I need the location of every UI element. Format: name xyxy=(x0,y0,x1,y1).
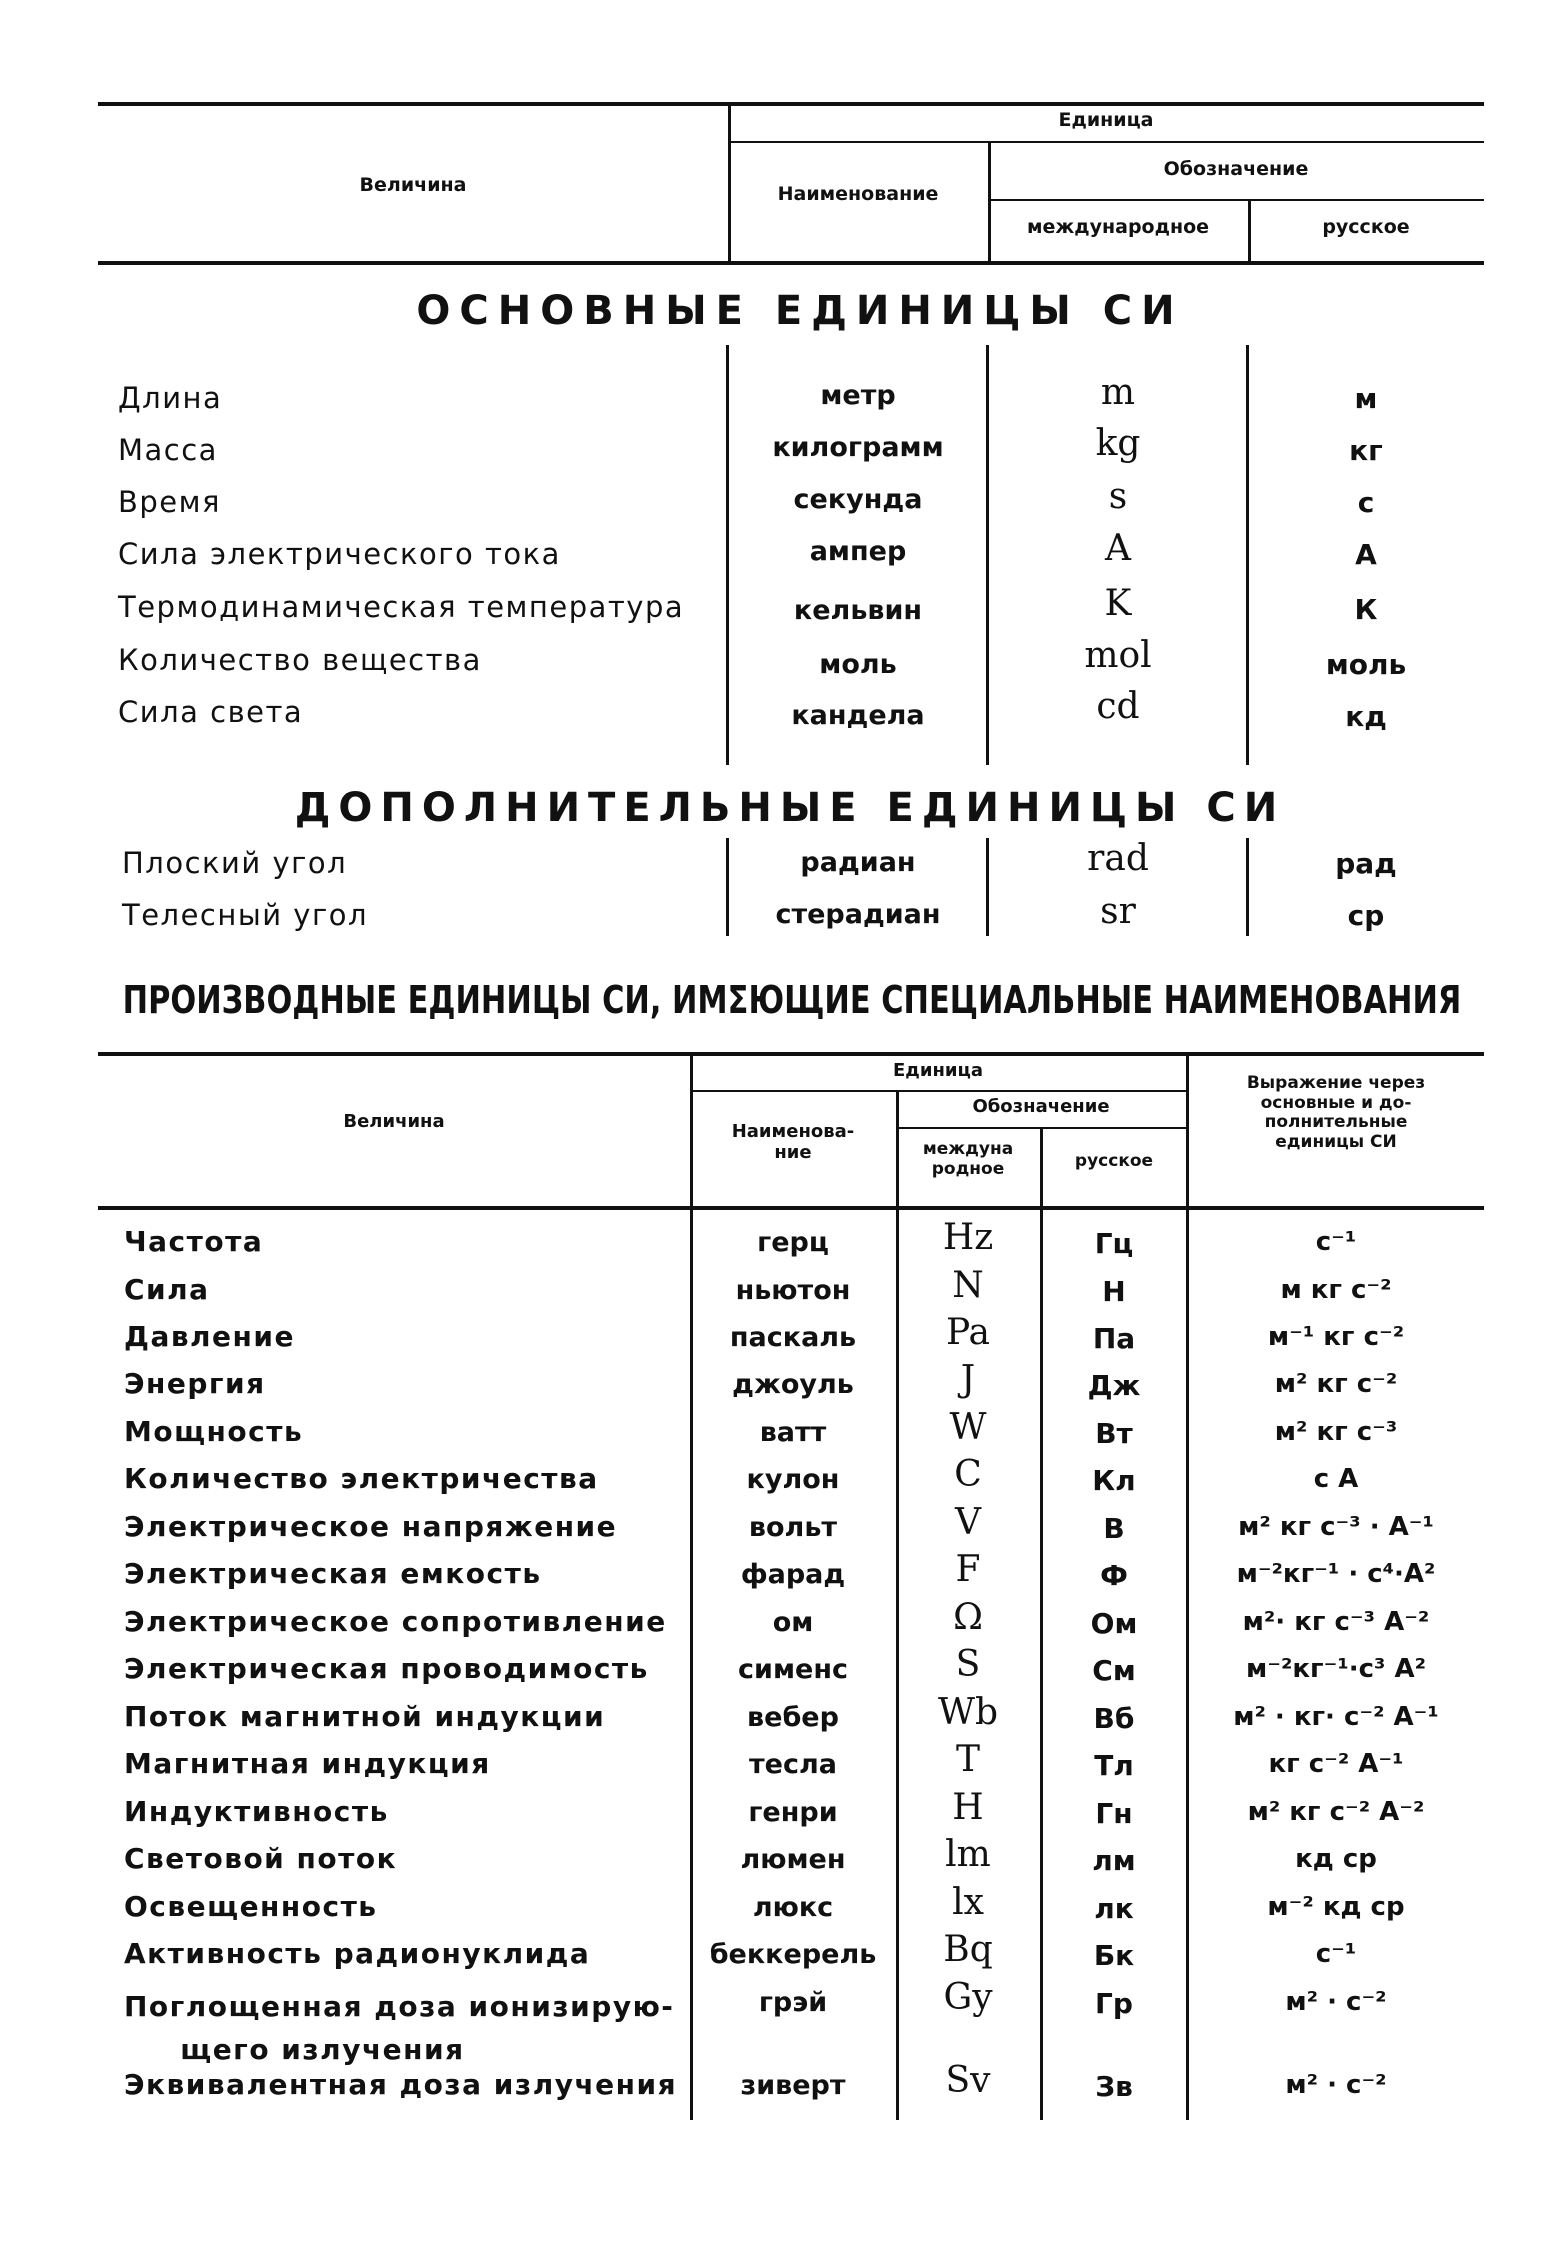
derived-unit-name: грэй xyxy=(758,1987,828,2018)
base-ru-symbol: кд xyxy=(1345,700,1387,733)
supp-unit-name: радиан xyxy=(800,847,916,878)
derived-unit-name: фарад xyxy=(740,1559,846,1590)
rule xyxy=(690,1090,1186,1092)
base-quantity: Длина xyxy=(118,381,223,415)
derived-quantity: Сила xyxy=(124,1273,210,1306)
derived-expression: м² · кг· с⁻² А⁻¹ xyxy=(1233,1702,1439,1732)
derived-unit-name: сименс xyxy=(738,1654,848,1685)
derived-expression: кг с⁻² А⁻¹ xyxy=(1268,1749,1404,1779)
derived-intl-symbol: C xyxy=(954,1454,982,1495)
derived-unit-name: кулон xyxy=(746,1464,840,1495)
supp-unit-name: стерадиан xyxy=(775,899,941,930)
supp-intl-symbol: rad xyxy=(1087,838,1149,879)
derived-quantity: Электрическая емкость xyxy=(124,1557,542,1590)
derived-unit-name: паскаль xyxy=(729,1322,857,1353)
derived-quantity: Электрическое сопротивление xyxy=(124,1605,667,1638)
base-intl-symbol: A xyxy=(1105,528,1131,569)
derived-quantity: Давление xyxy=(124,1320,296,1353)
derived-quantity: Освещенность xyxy=(124,1890,378,1923)
rule xyxy=(98,261,1484,265)
derived-unit-name: генри xyxy=(748,1797,838,1828)
derived-expression: с⁻¹ xyxy=(1315,1227,1357,1257)
derived-ru-symbol: Гр xyxy=(1095,1987,1133,2020)
base-unit-name: кельвин xyxy=(793,595,923,626)
derived-expression: м² кг с⁻² А⁻² xyxy=(1247,1797,1425,1827)
section-derived-title: ПРОИЗВОДНЫЕ ЕДИНИЦЫ СИ, ИМΣЮЩИЕ СПЕЦИАЛЬНЫЕ НАИМЕНОВАНИЯ xyxy=(122,978,1462,1022)
derived-intl-symbol: V xyxy=(955,1502,981,1543)
header-quantity: Величина xyxy=(359,174,467,196)
base-quantity: Сила света xyxy=(118,695,304,729)
supp-intl-symbol: sr xyxy=(1100,891,1136,932)
base-unit-name: метр xyxy=(820,380,896,411)
base-unit-name: кандела xyxy=(791,700,925,731)
derived-expression: м⁻²кг⁻¹ · с⁴·А² xyxy=(1236,1559,1436,1589)
derived-intl-symbol: F xyxy=(955,1549,981,1590)
derived-intl-symbol: Hz xyxy=(942,1217,994,1258)
derived-ru-symbol: Дж xyxy=(1087,1369,1141,1402)
derived-expression: м⁻¹ кг с⁻² xyxy=(1267,1322,1405,1352)
base-quantity: Количество вещества xyxy=(118,643,482,677)
derived-expression: кд ср xyxy=(1295,1844,1377,1874)
base-quantity: Сила электрического тока xyxy=(118,537,561,571)
base-intl-symbol: K xyxy=(1104,583,1132,624)
base-ru-symbol: м xyxy=(1354,382,1378,415)
derived-intl-symbol: Sv xyxy=(945,2060,991,2101)
derived-ru-symbol: Бк xyxy=(1093,1939,1135,1972)
derived-intl-symbol: W xyxy=(949,1407,987,1448)
supp-ru-symbol: ср xyxy=(1347,899,1385,932)
supp-quantity: Плоский угол xyxy=(122,846,348,880)
derived-ru-symbol: лм xyxy=(1092,1844,1136,1877)
base-unit-name: ампер xyxy=(809,536,907,567)
derived-ru-symbol: Па xyxy=(1092,1322,1136,1355)
base-ru-symbol: К xyxy=(1354,593,1378,626)
derived-intl-symbol: Wb xyxy=(937,1692,999,1733)
supp-ru-symbol: рад xyxy=(1335,847,1397,880)
derived-intl-symbol: lm xyxy=(945,1834,991,1875)
derived-intl-symbol: Bq xyxy=(943,1929,993,1970)
derived-intl-symbol: Gy xyxy=(943,1977,993,2018)
derived-ru-symbol: Гц xyxy=(1094,1227,1134,1260)
derived-ru-symbol: Н xyxy=(1102,1275,1126,1308)
header-international: междуна родное xyxy=(922,1139,1014,1179)
base-ru-symbol: моль xyxy=(1325,648,1407,681)
derived-expression: с⁻¹ xyxy=(1315,1939,1357,1969)
base-unit-name: килограмм xyxy=(772,432,944,463)
derived-unit-name: люкс xyxy=(752,1892,834,1923)
derived-unit-name: беккерель xyxy=(709,1939,877,1970)
rule xyxy=(98,102,1484,106)
derived-expression: м²· кг с⁻³ А⁻² xyxy=(1242,1607,1430,1637)
derived-quantity: Количество электричества xyxy=(124,1462,599,1495)
rule xyxy=(98,1052,1484,1056)
derived-ru-symbol: лк xyxy=(1094,1892,1134,1925)
derived-expression: м кг с⁻² xyxy=(1280,1275,1392,1305)
header-russian: русское xyxy=(1322,216,1410,238)
derived-unit-name: люмен xyxy=(740,1844,846,1875)
derived-quantity: Активность радионуклида xyxy=(124,1937,591,1970)
base-ru-symbol: с xyxy=(1357,486,1375,519)
derived-unit-name: герц xyxy=(757,1227,829,1258)
derived-quantity: Частота xyxy=(124,1225,264,1258)
derived-unit-name: джоуль xyxy=(732,1369,854,1400)
derived-ru-symbol: Вт xyxy=(1095,1417,1133,1450)
base-quantity: Время xyxy=(118,485,221,519)
derived-quantity: Мощность xyxy=(124,1415,304,1448)
derived-unit-name: вольт xyxy=(748,1512,838,1543)
derived-unit-name: вебер xyxy=(747,1702,839,1733)
header-unit: Единица xyxy=(893,1060,983,1081)
derived-ru-symbol: Зв xyxy=(1095,2070,1133,2103)
derived-expression: м² кг с⁻³ xyxy=(1274,1417,1398,1447)
derived-quantity: Электрическая проводимость xyxy=(124,1652,649,1685)
base-intl-symbol: cd xyxy=(1096,686,1140,727)
header-quantity: Величина xyxy=(343,1111,445,1132)
derived-quantity: Эквивалентная доза излучения xyxy=(124,2068,678,2101)
rule xyxy=(98,1206,1484,1210)
base-quantity: Масса xyxy=(118,433,218,467)
derived-unit-name: зиверт xyxy=(740,2070,846,2101)
derived-unit-name: ватт xyxy=(759,1417,827,1448)
derived-quantity: Электрическое напряжение xyxy=(124,1510,618,1543)
section-supplementary-title: ДОПОЛНИТЕЛЬНЫЕ ЕДИНИЦЫ СИ xyxy=(294,785,1286,831)
derived-ru-symbol: Ом xyxy=(1090,1607,1138,1640)
derived-quantity: Индуктивность xyxy=(124,1795,389,1828)
header-expression: Выражение через основные и до- полнительные единицы СИ xyxy=(1246,1073,1426,1152)
rule xyxy=(728,141,1484,143)
base-unit-name: моль xyxy=(819,649,897,680)
supp-quantity: Телесный угол xyxy=(122,898,368,932)
header-name: Наименование xyxy=(777,183,939,205)
derived-ru-symbol: См xyxy=(1092,1654,1136,1687)
header-russian: русское xyxy=(1074,1151,1154,1171)
derived-ru-symbol: Кл xyxy=(1092,1464,1136,1497)
derived-expression: м⁻²кг⁻¹·с³ А² xyxy=(1246,1654,1426,1684)
header-unit: Единица xyxy=(1058,109,1154,131)
header-international: международное xyxy=(1026,216,1210,238)
derived-intl-symbol: Pa xyxy=(945,1312,991,1353)
derived-expression: м² кг с⁻³ · А⁻¹ xyxy=(1238,1512,1434,1542)
base-intl-symbol: mol xyxy=(1084,635,1152,676)
derived-ru-symbol: Гн xyxy=(1095,1797,1133,1830)
derived-expression: с А xyxy=(1313,1464,1359,1494)
derived-expression: м² кг с⁻² xyxy=(1274,1369,1398,1399)
base-ru-symbol: А xyxy=(1355,538,1377,571)
derived-ru-symbol: Ф xyxy=(1100,1559,1128,1592)
derived-ru-symbol: В xyxy=(1103,1512,1125,1545)
derived-quantity: Световой поток xyxy=(124,1842,398,1875)
base-ru-symbol: кг xyxy=(1349,434,1383,467)
derived-intl-symbol: Ω xyxy=(953,1597,983,1638)
base-intl-symbol: m xyxy=(1100,372,1136,413)
base-unit-name: секунда xyxy=(793,484,923,515)
base-intl-symbol: s xyxy=(1108,476,1128,517)
derived-intl-symbol: lx xyxy=(952,1882,984,1923)
derived-intl-symbol: T xyxy=(955,1739,980,1780)
base-quantity: Термодинамическая температура xyxy=(118,590,685,624)
derived-quantity: Поток магнитной индукции xyxy=(124,1700,606,1733)
derived-unit-name: тесла xyxy=(749,1749,837,1780)
header-name: Наименова- ние xyxy=(731,1121,855,1163)
derived-expression: м² · с⁻² xyxy=(1285,2070,1387,2100)
header-designation: Обозначение xyxy=(972,1096,1110,1117)
base-intl-symbol: kg xyxy=(1095,423,1141,464)
derived-intl-symbol: S xyxy=(955,1644,981,1685)
derived-expression: м⁻² кд ср xyxy=(1267,1892,1405,1922)
derived-intl-symbol: J xyxy=(960,1359,976,1400)
derived-unit-name: ньютон xyxy=(735,1275,851,1306)
derived-intl-symbol: N xyxy=(952,1265,984,1306)
derived-ru-symbol: Вб xyxy=(1093,1702,1135,1735)
header-designation: Обозначение xyxy=(1163,158,1309,180)
derived-unit-name: ом xyxy=(772,1607,814,1638)
derived-expression: м² · с⁻² xyxy=(1285,1987,1387,2017)
derived-quantity: Магнитная индукция xyxy=(124,1747,491,1780)
derived-quantity: Энергия xyxy=(124,1367,266,1400)
rule xyxy=(988,199,1484,201)
derived-intl-symbol: H xyxy=(952,1787,984,1828)
section-base-title: ОСНОВНЫЕ ЕДИНИЦЫ СИ xyxy=(416,288,1184,334)
derived-ru-symbol: Тл xyxy=(1094,1749,1134,1782)
derived-quantity: Поглощенная доза ионизирую- щего излучения xyxy=(124,1990,675,2066)
